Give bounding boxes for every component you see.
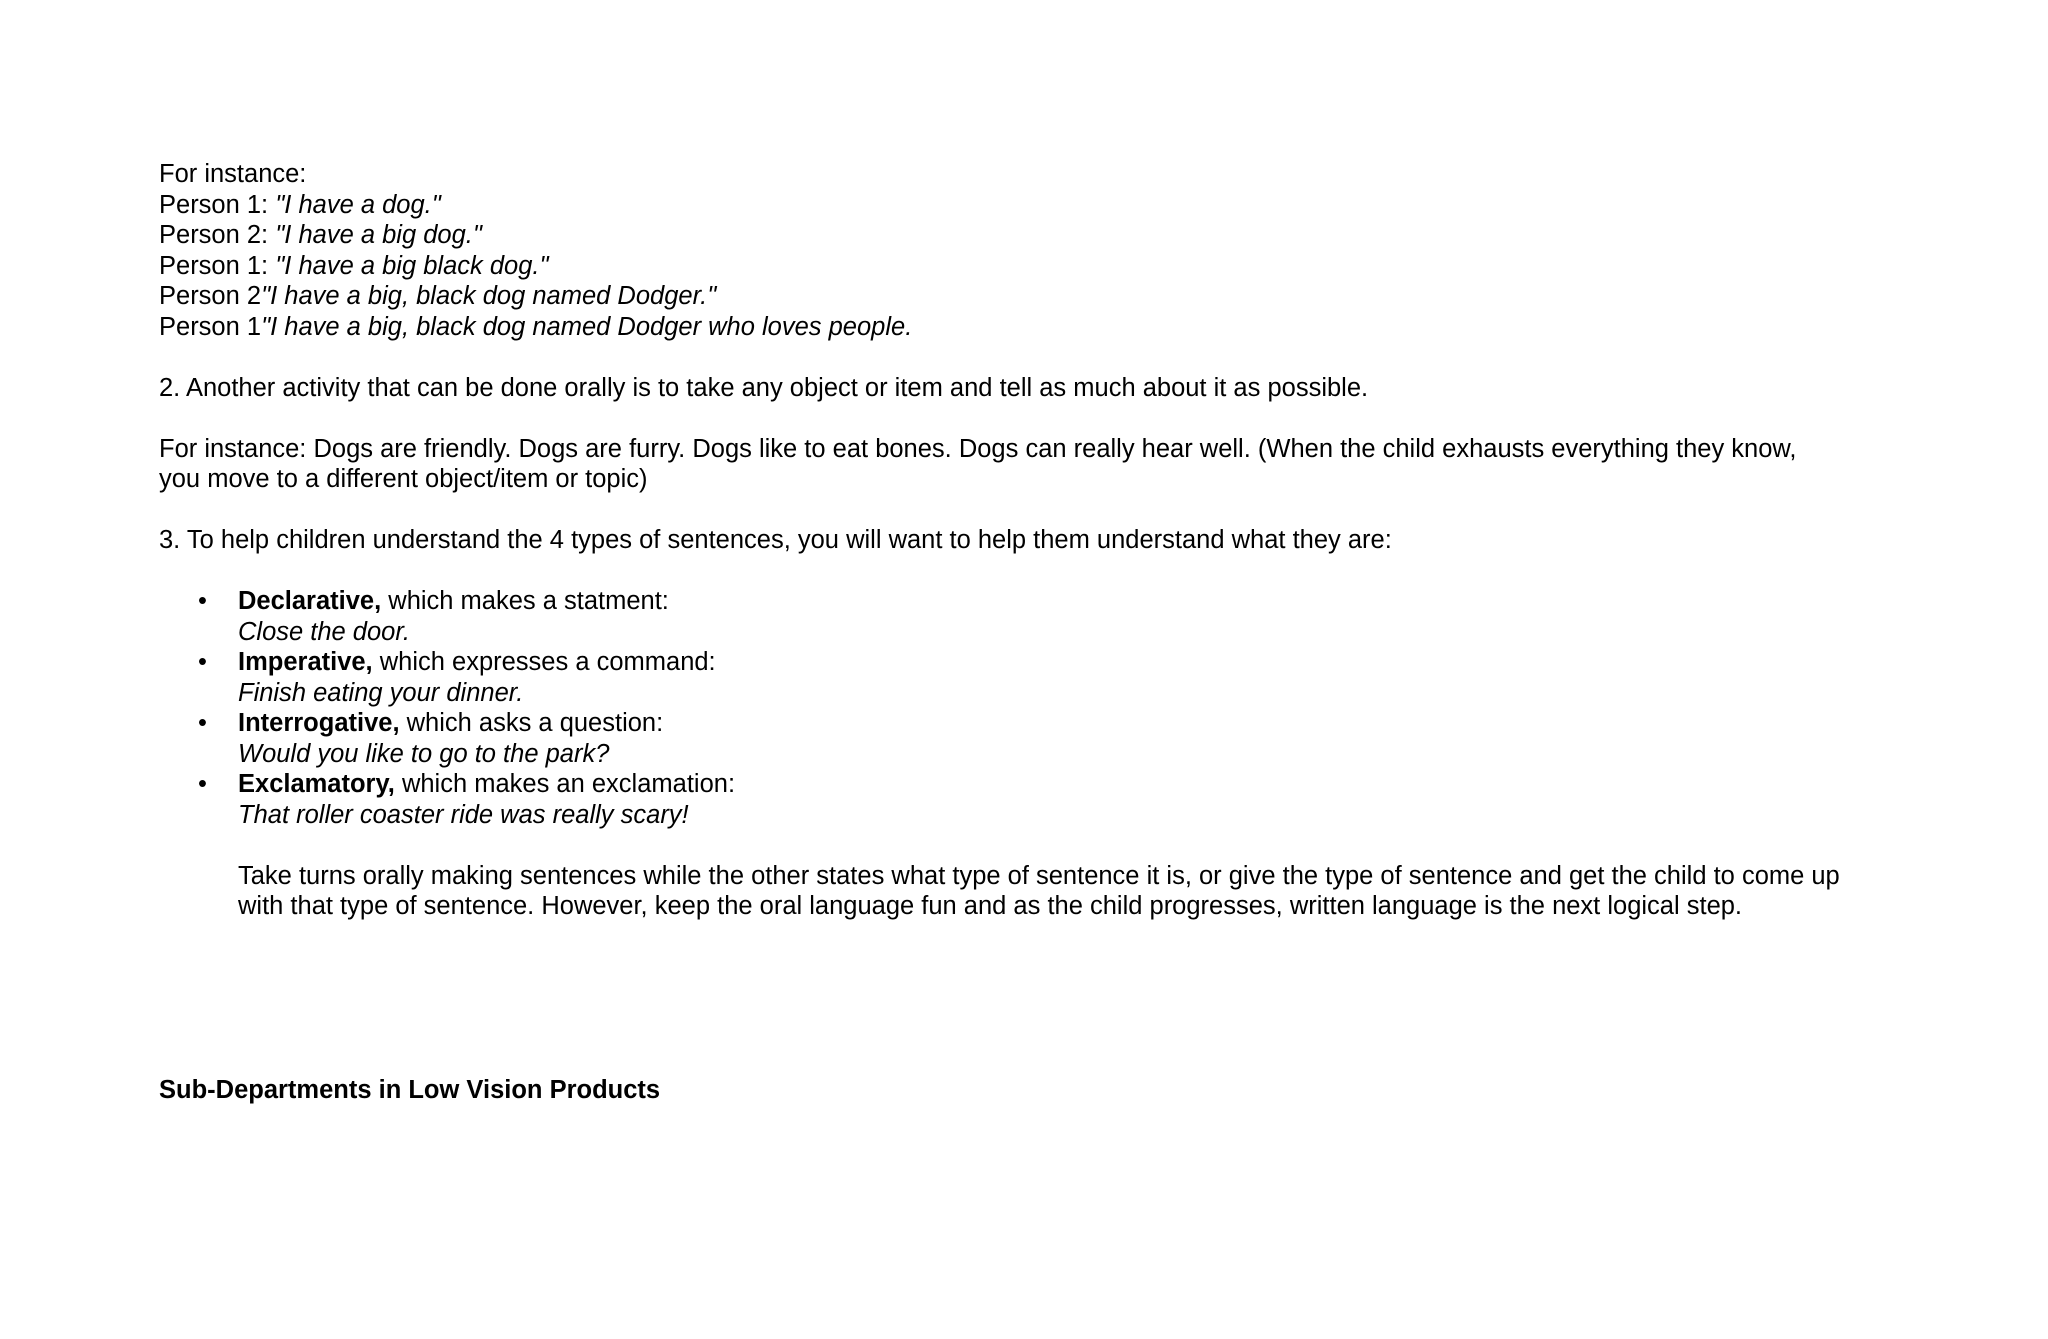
spacer (159, 556, 1919, 587)
speaker-label: Person 1: (159, 251, 276, 280)
sentence-type-label (238, 769, 1919, 800)
list-item (198, 586, 1919, 647)
sentence-types-list (159, 586, 1919, 830)
dialogue-quote: "I have a big, black dog named Dodger." (261, 282, 717, 310)
speaker-label: Person 1: (159, 190, 276, 219)
speaker-label: Person 1 (159, 312, 262, 341)
list-item (198, 769, 1919, 830)
sentence-type-desc: which expresses a command: (372, 648, 716, 676)
sentence-type-name: Exclamatory, (238, 770, 395, 798)
bullet-icon: • (198, 587, 207, 615)
sentence-type-desc: which asks a question: (399, 709, 664, 737)
list-item (198, 647, 1919, 708)
dialogue-quote: "I have a dog." (275, 190, 441, 219)
section-heading: Sub-Departments in Low Vision Products (159, 1076, 661, 1104)
sentence-type-example: That roller coaster ride was really scary! (238, 800, 689, 829)
paragraph-line: with that type of sentence. However, keep the oral language fun and as the child progresses, written language is the next logical step. (238, 892, 1743, 920)
paragraph-line: Take turns orally making sentences while the other states what type of sentence it is, or give the type of sentence and get the child to come up (238, 861, 1840, 890)
activity-2-paragraph: 2. Another activity that can be done orally is to take any object or item and tell as much about it as possible. (159, 373, 1369, 402)
paragraph-line: For instance: Dogs are friendly. Dogs are furry. Dogs like to eat bones. Dogs can really hear well. (When the child exhausts everything they know, (159, 434, 1797, 463)
dialogue-quote: "I have a big black dog." (275, 251, 549, 280)
sentence-type-example: Would you like to go to the park? (238, 739, 610, 768)
speaker-label: Person 2 (159, 282, 262, 310)
sentence-type-label (238, 647, 1919, 678)
example-dialogue (159, 159, 1919, 342)
document-body (159, 159, 1919, 922)
bullet-icon: • (198, 648, 207, 676)
example-intro: For instance: (159, 160, 307, 188)
spacer (159, 830, 1919, 861)
closing-paragraph (238, 861, 1919, 922)
list-item (198, 708, 1919, 769)
sentence-type-label (238, 708, 1919, 739)
sentence-type-label (238, 586, 1919, 617)
example-2-paragraph (159, 434, 1919, 495)
activity-3-paragraph: 3. To help children understand the 4 types of sentences, you will want to help them understand what they are: (159, 526, 1392, 554)
bullet-icon: • (198, 770, 207, 798)
spacer (159, 342, 1919, 373)
bullet-icon: • (198, 709, 207, 737)
dialogue-line (159, 251, 1919, 282)
spacer (159, 403, 1919, 434)
sentence-type-name: Declarative, (238, 587, 382, 615)
sentence-type-example: Finish eating your dinner. (238, 678, 524, 707)
dialogue-quote: "I have a big, black dog named Dodger who loves people. (261, 312, 913, 341)
spacer (159, 495, 1919, 526)
sentence-type-name: Interrogative, (238, 709, 400, 737)
sentence-type-example: Close the door. (238, 617, 410, 646)
paragraph-line: you move to a different object/item or topic) (159, 465, 648, 493)
speaker-label: Person 2: (159, 221, 276, 249)
dialogue-line (159, 190, 1919, 221)
dialogue-line (159, 220, 1919, 251)
sentence-type-desc: which makes an exclamation: (394, 770, 736, 798)
sentence-type-desc: which makes a statment: (381, 587, 669, 615)
dialogue-line (159, 312, 1919, 343)
dialogue-line (159, 281, 1919, 312)
sentence-type-name: Imperative, (238, 648, 373, 676)
dialogue-quote: "I have a big dog." (275, 221, 482, 249)
